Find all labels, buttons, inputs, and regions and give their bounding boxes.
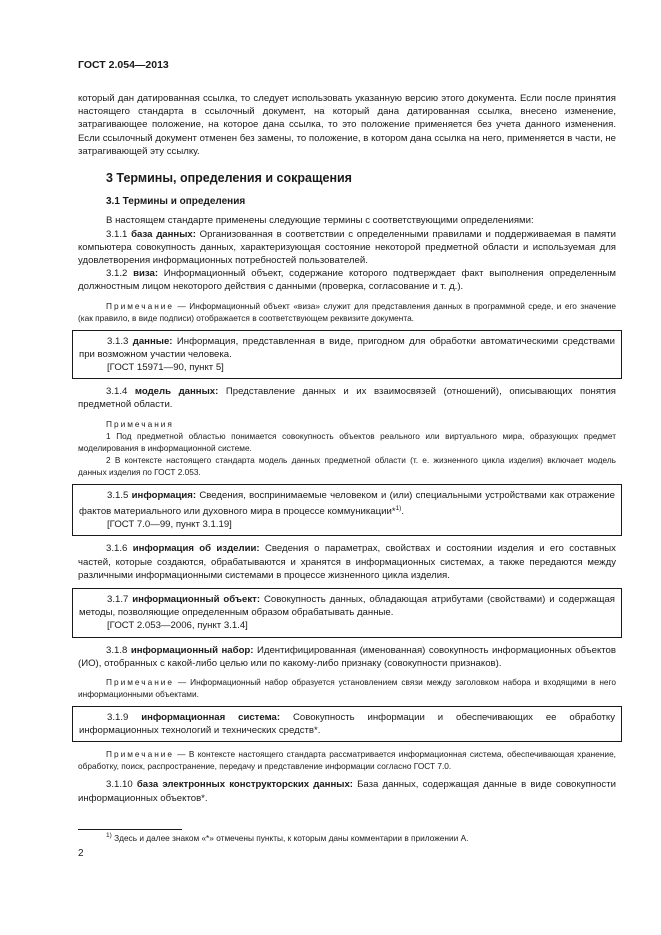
note-item-2: 2 В контексте настоящего стандарта модель данных предметной области (т. е. жизненного цикла изделия) включает модель данных изделия по ГОСТ 2.053. bbox=[78, 454, 616, 477]
term-3-1-2 bbox=[78, 267, 616, 293]
term-3-1-4 bbox=[78, 385, 616, 411]
term-number: 3.1.2 bbox=[106, 268, 134, 280]
note-3-1-2 bbox=[78, 300, 616, 324]
term-definition: Информационный объект, содержание которого подтверждает факт выполнения определенным должностным лицом некоторого действия с данными (проверка, согласование и т. д.). bbox=[78, 268, 616, 293]
term-box-3-1-9 bbox=[72, 706, 622, 742]
footnote-text: Здесь и далее знаком «*» отмечены пункты, к которым даны комментарии в приложении А. bbox=[111, 832, 469, 843]
term-number: 3.1.9 bbox=[107, 712, 142, 724]
term-name: данные: bbox=[132, 335, 173, 347]
term-3-1-9 bbox=[79, 711, 615, 737]
intro-paragraph: который дан датированная ссылка, то следует использовать указанную версию этого документа. Если после принятия настоящего стандарта в ссылочный документ, на который дана датированная ссылка, внесено изменение, затрагивающее положение, на которое дана ссылка, то это положение применяется без учета данного изменения. Если ссылочный документ отменен без замены, то положение, в котором дана ссылка на него, применяется в части, не затрагивающей эту ссылку. bbox=[78, 93, 616, 157]
term-3-1-3 bbox=[79, 335, 615, 361]
term-definition: Сведения, воспринимаемые человеком и (или) специальными устройствами как отражение фактов материального или духовного мира в процессе коммуникации* bbox=[79, 489, 615, 518]
term-definition: Организованная в соответствии с определенными правилами и поддерживаемая в памяти компьютера совокупность данных, характеризующая состояние некоторой предметной области и используемая для удовлетворения информационных потребностей пользователей. bbox=[78, 228, 616, 267]
term-3-1-6 bbox=[78, 542, 616, 582]
term-3-1-1 bbox=[78, 228, 616, 268]
term-number: 3.1.10 bbox=[106, 779, 137, 791]
note-3-1-9 bbox=[78, 748, 616, 772]
lead-paragraph: В настоящем стандарте применены следующие термины с соответствующими определениями: bbox=[106, 215, 534, 227]
footnote bbox=[106, 832, 468, 843]
term-box-3-1-5 bbox=[72, 484, 622, 537]
note-label: Примечание bbox=[106, 749, 175, 760]
term-name: информационный набор: bbox=[130, 644, 254, 656]
term-reference: [ГОСТ 2.053—2006, пункт 3.1.4] bbox=[107, 620, 248, 632]
term-name: информация об изделии: bbox=[132, 543, 260, 555]
subsection-title: 3.1 Термины и определения bbox=[106, 196, 246, 208]
term-3-1-5 bbox=[79, 489, 615, 519]
term-definition: База данных, содержащая данные в виде совокупности информационных объектов*. bbox=[78, 779, 616, 804]
term-definition: Информация, представленная в виде, пригодном для обработки автоматическими средствами при возможном участии человека. bbox=[79, 335, 615, 360]
term-definition: Сведения о параметрах, свойствах и состоянии изделия и его составных частей, которые создаются, обрабатываются и хранятся в информационных системах, а также передаются между различными информационными системами в процессе жизненного цикла изделия. bbox=[78, 543, 616, 581]
section-title: 3 Термины, определения и сокращения bbox=[106, 171, 352, 186]
note-text: — В контексте настоящего стандарта рассматривается информационная система, обеспечивающая хранение, обработку, поиск, распространение, передачу и представление информации согласно ГОСТ 7.0. bbox=[78, 749, 616, 772]
term-3-1-8 bbox=[78, 644, 616, 670]
term-end: . bbox=[401, 506, 405, 518]
term-name: база электронных конструкторских данных: bbox=[136, 779, 353, 791]
term-number: 3.1.8 bbox=[106, 644, 131, 656]
term-reference: [ГОСТ 15971—90, пункт 5] bbox=[107, 362, 224, 374]
page-number: 2 bbox=[78, 848, 84, 859]
footnote-mark: 1) bbox=[106, 832, 112, 839]
term-box-3-1-7 bbox=[72, 588, 622, 638]
term-name: модель данных: bbox=[134, 386, 219, 398]
notes-label: Примечания bbox=[106, 418, 174, 429]
term-number: 3.1.3 bbox=[107, 335, 133, 347]
term-number: 3.1.7 bbox=[107, 594, 133, 606]
note-label: Примечание bbox=[106, 677, 175, 688]
term-name: информационная система: bbox=[141, 712, 281, 724]
note-item-1: 1 Под предметной областью понимается совокупность объектов реального или виртуального мира, образующих предмет моделирования в информационной системе. bbox=[78, 430, 616, 453]
notes-3-1-4 bbox=[78, 418, 616, 478]
term-name: база данных: bbox=[131, 228, 196, 240]
term-3-1-10 bbox=[78, 778, 616, 804]
term-name: виза: bbox=[133, 268, 159, 280]
term-definition: Совокупность данных, обладающая атрибутами (свойствами) и содержащая методы, позволяющие определенным образом обрабатывать данные. bbox=[79, 594, 615, 619]
term-number: 3.1.4 bbox=[106, 386, 135, 398]
term-number: 3.1.6 bbox=[106, 543, 133, 555]
term-definition: Идентифицированная (именованная) совокупность информационных объектов (ИО), отобранных с какой-либо целью или по какому-либо признаку (совокупности признаков). bbox=[78, 644, 616, 669]
term-3-1-7 bbox=[79, 593, 615, 619]
term-definition: Представление данных и их взаимосвязей (отношений), описывающих понятия предметной области. bbox=[78, 386, 616, 411]
note-label: Примечание bbox=[106, 300, 175, 311]
term-name: информационный объект: bbox=[132, 594, 261, 606]
term-definition: Совокупность информации и обеспечивающих ее обработку информационных технологий и технических средств*. bbox=[79, 712, 615, 737]
term-box-3-1-3 bbox=[72, 330, 622, 380]
note-text: — Информационный набор образуется установлением связи между заголовком набора и входящими в него информационными объектами. bbox=[78, 677, 616, 700]
footnote-separator bbox=[78, 829, 182, 830]
page-body bbox=[78, 92, 616, 805]
note-text: — Информационный объект «виза» служит для представления данных в программной среде, и его значение (как правило, в виде подписи) отображается в соответствующем реквизите документа. bbox=[78, 300, 616, 323]
footnote-ref: 1) bbox=[395, 504, 402, 512]
term-number: 3.1.5 bbox=[107, 489, 132, 501]
note-3-1-8 bbox=[78, 676, 616, 700]
document-header: ГОСТ 2.054—2013 bbox=[78, 59, 169, 71]
term-number: 3.1.1 bbox=[106, 228, 132, 240]
term-reference: [ГОСТ 7.0—99, пункт 3.1.19] bbox=[107, 519, 232, 531]
term-name: информация: bbox=[131, 489, 197, 501]
